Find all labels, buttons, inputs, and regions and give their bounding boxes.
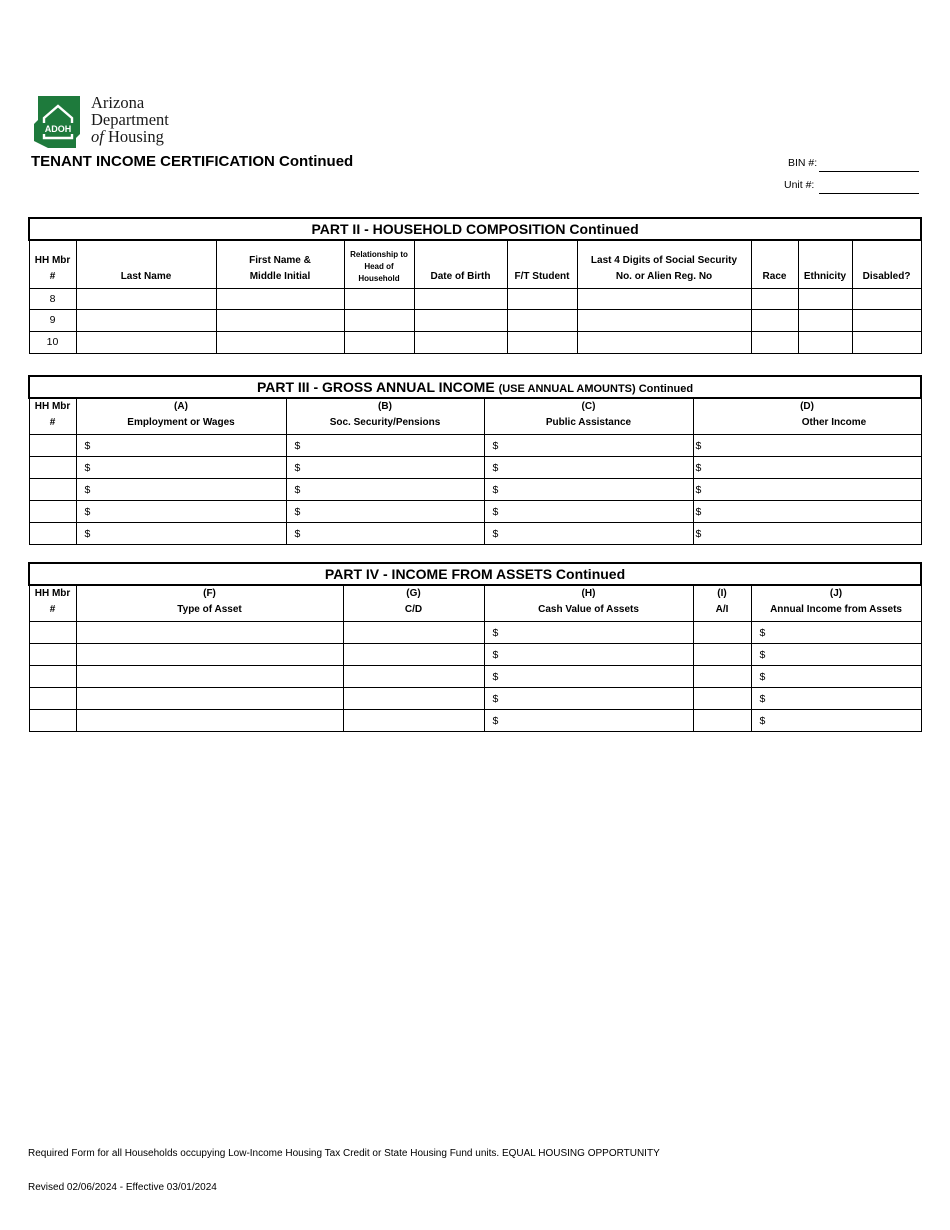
- p2-last-name-cell[interactable]: [76, 309, 216, 331]
- p2-relationship-cell[interactable]: [344, 309, 414, 331]
- p3-other-income-cell[interactable]: $: [693, 457, 921, 479]
- adoh-logo-icon: [30, 94, 90, 150]
- p4-cd-cell[interactable]: [343, 666, 484, 688]
- p2-relationship-cell[interactable]: [344, 331, 414, 353]
- p4-hh-mbr-cell[interactable]: [29, 710, 76, 732]
- logo-line-3: [91, 128, 169, 145]
- p2-ethnicity-cell[interactable]: [798, 309, 852, 331]
- p3-employment-cell[interactable]: $: [76, 523, 286, 545]
- p4-annual-income-cell[interactable]: $: [751, 710, 921, 732]
- part2-title: PART II - HOUSEHOLD COMPOSITION Continued: [29, 218, 921, 240]
- p2-row-number: 9: [29, 309, 76, 331]
- table-row: [29, 309, 921, 331]
- table-row: [29, 331, 921, 353]
- page-title: TENANT INCOME CERTIFICATION Continued: [31, 153, 354, 170]
- p2-race-cell[interactable]: [751, 331, 798, 353]
- part2-header-row: [29, 240, 921, 288]
- p2-ssn-cell[interactable]: [577, 331, 751, 353]
- p3-employment-header: (A) Employment or Wages: [76, 398, 286, 435]
- p4-ai-cell[interactable]: [693, 622, 751, 644]
- part3-title: PART III - GROSS ANNUAL INCOME (USE ANNUAL AMOUNTS) Continued: [29, 376, 921, 398]
- p4-cash-value-cell[interactable]: $: [484, 666, 693, 688]
- p2-last-name-cell[interactable]: [76, 331, 216, 353]
- p3-soc-security-header: (B) Soc. Security/Pensions: [286, 398, 484, 435]
- p3-other-income-cell[interactable]: $: [693, 523, 921, 545]
- bin-field[interactable]: [819, 171, 919, 172]
- p2-dob-header: Date of Birth: [414, 240, 507, 288]
- p2-first-name-cell[interactable]: [216, 309, 344, 331]
- part4-title: PART IV - INCOME FROM ASSETS Continued: [29, 563, 921, 585]
- logo-wordmark: [91, 94, 169, 145]
- logo-line-1: Arizona: [91, 93, 145, 112]
- p2-ethnicity-cell[interactable]: [798, 331, 852, 353]
- table-row: [29, 688, 921, 710]
- table-row: [29, 501, 921, 523]
- p3-hh-mbr-cell[interactable]: [29, 523, 76, 545]
- p3-public-assistance-cell[interactable]: $: [484, 523, 693, 545]
- footer-revised: Revised 02/06/2024 - Effective 03/01/2024: [28, 1182, 217, 1193]
- p2-ethnicity-header: Ethnicity: [798, 240, 852, 288]
- p4-type-cell[interactable]: [76, 688, 343, 710]
- p2-ft-student-cell[interactable]: [507, 288, 577, 309]
- p4-cash-value-header: (H) Cash Value of Assets: [484, 585, 693, 622]
- p2-first-name-header: First Name & Middle Initial: [216, 240, 344, 288]
- p2-dob-cell[interactable]: [414, 288, 507, 309]
- p4-cd-cell[interactable]: [343, 688, 484, 710]
- bin-label: BIN #:: [788, 157, 818, 169]
- p4-ai-header: (I) A/I: [693, 585, 751, 622]
- p3-public-assistance-cell[interactable]: $: [484, 501, 693, 523]
- p4-cd-cell[interactable]: [343, 622, 484, 644]
- p3-public-assistance-header: (C) Public Assistance: [484, 398, 693, 435]
- p4-hh-mbr-cell[interactable]: [29, 644, 76, 666]
- p3-other-income-cell[interactable]: $: [693, 501, 921, 523]
- p2-disabled-cell[interactable]: [852, 288, 921, 309]
- p4-type-of-asset-header: (F) Type of Asset: [76, 585, 343, 622]
- p4-cd-header: (G) C/D: [343, 585, 484, 622]
- p4-cd-cell[interactable]: [343, 644, 484, 666]
- p3-hh-mbr-cell[interactable]: [29, 435, 76, 457]
- logo-line-3-italic: of: [91, 127, 104, 146]
- p3-soc-security-cell[interactable]: $: [286, 523, 484, 545]
- p3-soc-security-cell[interactable]: $: [286, 457, 484, 479]
- p3-hh-mbr-cell[interactable]: [29, 479, 76, 501]
- part2-table: [28, 217, 922, 354]
- p2-hh-mbr-header: HH Mbr #: [29, 240, 76, 288]
- unit-label: Unit #:: [784, 179, 815, 191]
- p4-cd-cell[interactable]: [343, 710, 484, 732]
- p4-annual-income-cell[interactable]: $: [751, 644, 921, 666]
- p3-employment-cell[interactable]: $: [76, 435, 286, 457]
- p2-last-name-cell[interactable]: [76, 288, 216, 309]
- p2-dob-cell[interactable]: [414, 309, 507, 331]
- p3-soc-security-cell[interactable]: $: [286, 435, 484, 457]
- table-row: [29, 523, 921, 545]
- p4-hh-mbr-cell[interactable]: [29, 622, 76, 644]
- p2-ft-student-cell[interactable]: [507, 309, 577, 331]
- p2-last-name-header: Last Name: [76, 240, 216, 288]
- p3-public-assistance-cell[interactable]: $: [484, 435, 693, 457]
- table-row: [29, 288, 921, 309]
- p4-annual-income-cell[interactable]: $: [751, 622, 921, 644]
- p3-public-assistance-cell[interactable]: $: [484, 457, 693, 479]
- p2-disabled-header: Disabled?: [852, 240, 921, 288]
- p4-annual-income-header: (J) Annual Income from Assets: [751, 585, 921, 622]
- p4-type-cell[interactable]: [76, 622, 343, 644]
- p2-first-name-cell[interactable]: [216, 288, 344, 309]
- table-row: [29, 710, 921, 732]
- part4-header-row: [29, 585, 921, 622]
- p2-race-header: Race: [751, 240, 798, 288]
- p4-hh-mbr-cell[interactable]: [29, 688, 76, 710]
- table-row: [29, 644, 921, 666]
- p2-ssn-header: Last 4 Digits of Social Security No. or Alien Reg. No: [577, 240, 751, 288]
- p4-type-cell[interactable]: [76, 666, 343, 688]
- table-row: [29, 622, 921, 644]
- p4-hh-mbr-cell[interactable]: [29, 666, 76, 688]
- p2-disabled-cell[interactable]: [852, 331, 921, 353]
- p4-hh-mbr-header: HH Mbr #: [29, 585, 76, 622]
- p2-race-cell[interactable]: [751, 288, 798, 309]
- p4-cash-value-cell[interactable]: $: [484, 622, 693, 644]
- p4-cash-value-cell[interactable]: $: [484, 710, 693, 732]
- p3-hh-mbr-header: HH Mbr #: [29, 398, 76, 435]
- p2-dob-cell[interactable]: [414, 331, 507, 353]
- p3-soc-security-cell[interactable]: $: [286, 501, 484, 523]
- p4-cash-value-cell[interactable]: $: [484, 644, 693, 666]
- p3-employment-cell[interactable]: $: [76, 457, 286, 479]
- p3-hh-mbr-cell[interactable]: [29, 501, 76, 523]
- p3-soc-security-cell[interactable]: $: [286, 479, 484, 501]
- part3-header-row: [29, 398, 921, 435]
- p2-ssn-cell[interactable]: [577, 288, 751, 309]
- table-row: [29, 457, 921, 479]
- p4-ai-cell[interactable]: [693, 688, 751, 710]
- p2-race-cell[interactable]: [751, 309, 798, 331]
- p3-hh-mbr-cell[interactable]: [29, 457, 76, 479]
- p2-disabled-cell[interactable]: [852, 309, 921, 331]
- logo-line-3-rest: Housing: [107, 127, 164, 146]
- table-row: [29, 666, 921, 688]
- p3-other-income-cell[interactable]: $: [693, 435, 921, 457]
- p2-ft-student-header: F/T Student: [507, 240, 577, 288]
- p3-other-income-header: (D) Other Income: [693, 398, 921, 435]
- p3-employment-cell[interactable]: $: [76, 479, 286, 501]
- p3-employment-cell[interactable]: $: [76, 501, 286, 523]
- part4-table: [28, 562, 922, 732]
- footer-notice: Required Form for all Households occupying Low-Income Housing Tax Credit or State Housing Fund units. EQUAL HOUSING OPPORTUNITY: [28, 1148, 660, 1159]
- p2-relationship-header: Relationship to Head of Household: [344, 240, 414, 288]
- p4-annual-income-cell[interactable]: $: [751, 688, 921, 710]
- logo-abbr: ADOH: [44, 124, 72, 134]
- p2-ft-student-cell[interactable]: [507, 331, 577, 353]
- unit-field[interactable]: [819, 193, 919, 194]
- p4-annual-income-cell[interactable]: $: [751, 666, 921, 688]
- logo-line-2: Department: [91, 110, 169, 129]
- p4-type-cell[interactable]: [76, 710, 343, 732]
- p2-ethnicity-cell[interactable]: [798, 288, 852, 309]
- p2-row-number: 10: [29, 331, 76, 353]
- p4-cash-value-cell[interactable]: $: [484, 688, 693, 710]
- p2-relationship-cell[interactable]: [344, 288, 414, 309]
- p3-public-assistance-cell[interactable]: $: [484, 479, 693, 501]
- p2-row-number: 8: [29, 288, 76, 309]
- p4-ai-cell[interactable]: [693, 644, 751, 666]
- p3-other-income-cell[interactable]: $: [693, 479, 921, 501]
- table-row: [29, 435, 921, 457]
- p4-ai-cell[interactable]: [693, 710, 751, 732]
- p4-ai-cell[interactable]: [693, 666, 751, 688]
- p2-first-name-cell[interactable]: [216, 331, 344, 353]
- p2-ssn-cell[interactable]: [577, 309, 751, 331]
- p4-type-cell[interactable]: [76, 644, 343, 666]
- part3-table: [28, 375, 922, 545]
- table-row: [29, 479, 921, 501]
